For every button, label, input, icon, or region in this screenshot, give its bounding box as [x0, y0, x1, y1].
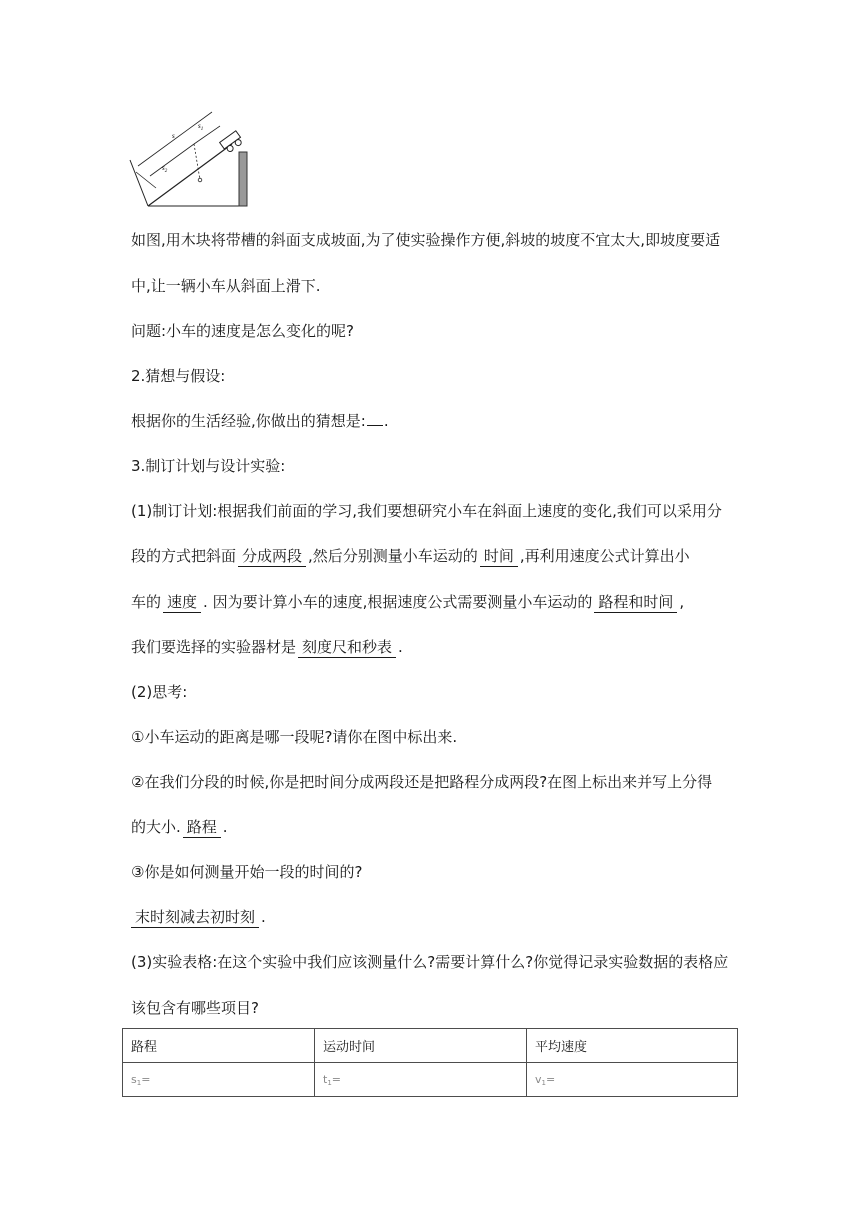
plan-line-2 — [131, 546, 690, 567]
plan-text: ,再利用速度公式计算出小 — [519, 547, 690, 565]
plan-text: 车的 — [131, 593, 162, 611]
table-header-row — [123, 1029, 738, 1063]
think-question-2-answer-line — [131, 817, 228, 838]
section-heading-2: 2.猜想与假设: — [131, 367, 226, 385]
label-s1: $s_1$ — [198, 122, 204, 132]
table-row — [123, 1063, 738, 1097]
think-question-2: ②在我们分段的时候,你是把时间分成两段还是把路程分成两段?在图上标出来并写上分得 — [131, 773, 713, 791]
mid-point — [198, 178, 202, 182]
plan-text: . — [398, 638, 403, 656]
header-distance: 路程 — [123, 1029, 315, 1063]
cell-v1[interactable]: $v_1=$ — [527, 1063, 738, 1097]
plan-text: 我们要选择的实验器材是 — [131, 638, 297, 656]
intro-line-1: 如图,用木块将带槽的斜面支成坡面,为了使实验操作方便,斜坡的坡度不宜太大,即坡度要适 — [131, 231, 721, 249]
plan-line-1: (1)制订计划:根据我们前面的学习,我们要想研究小车在斜面上速度的变化,我们可以采用分 — [131, 502, 722, 520]
intro-line-2: 中,让一辆小车从斜面上滑下. — [131, 277, 321, 295]
table-question-1: (3)实验表格:在这个实验中我们应该测量什么?需要计算什么?你觉得记录实验数据的表格应 — [131, 953, 729, 971]
answer-distance-time: 路程和时间 — [594, 594, 677, 613]
answer-speed: 速度 — [163, 594, 201, 613]
section-heading-3: 3.制订计划与设计实验: — [131, 457, 286, 475]
think-text: . — [222, 818, 228, 836]
answer-time-difference: 末时刻减去初时刻 — [131, 909, 259, 928]
header-time: 运动时间 — [315, 1029, 527, 1063]
think-text: 的大小. — [131, 818, 181, 836]
dim-line-s2 — [150, 144, 194, 176]
think-question-3: ③你是如何测量开始一段的时间的? — [131, 863, 363, 881]
guess-blank[interactable] — [367, 410, 383, 426]
table-question-2: 该包含有哪些项目? — [131, 999, 259, 1017]
think-text: . — [261, 908, 266, 926]
guess-end: . — [383, 412, 389, 430]
answer-distance: 路程 — [183, 819, 221, 838]
incline-surface — [148, 144, 232, 206]
think-question-3-answer-line — [131, 907, 266, 928]
plan-line-4 — [131, 637, 403, 658]
question-line: 问题:小车的速度是怎么变化的呢? — [131, 322, 355, 340]
plan-text: 段的方式把斜面 — [131, 547, 237, 565]
cell-t1[interactable]: $t_1=$ — [315, 1063, 527, 1097]
plan-line-3 — [131, 592, 684, 613]
experiment-table — [122, 1028, 738, 1097]
plan-text: . 因为要计算小车的速度,根据速度公式需要测量小车运动的 — [203, 593, 593, 611]
incline-diagram — [128, 108, 252, 212]
answer-divide-two: 分成两段 — [238, 548, 306, 567]
think-heading: (2)思考: — [131, 683, 188, 701]
ground-line — [130, 160, 148, 206]
answer-time: 时间 — [480, 548, 518, 567]
answer-equipment: 刻度尺和秒表 — [298, 639, 396, 658]
cell-s1[interactable]: $s_1=$ — [123, 1063, 315, 1097]
plan-text: , — [679, 593, 685, 611]
support-block — [239, 152, 247, 206]
mid-dashed — [194, 144, 200, 180]
header-avg-speed: 平均速度 — [527, 1029, 738, 1063]
think-question-1: ①小车运动的距离是哪一段呢?请你在图中标出来. — [131, 728, 458, 746]
label-s2: $s_2$ — [162, 164, 168, 174]
plan-text: ,然后分别测量小车运动的 — [308, 547, 478, 565]
label-s: s — [172, 132, 175, 140]
stop-mark — [136, 172, 156, 188]
guess-prompt: 根据你的生活经验,你做出的猜想是: — [131, 412, 366, 430]
guess-line — [131, 410, 389, 431]
